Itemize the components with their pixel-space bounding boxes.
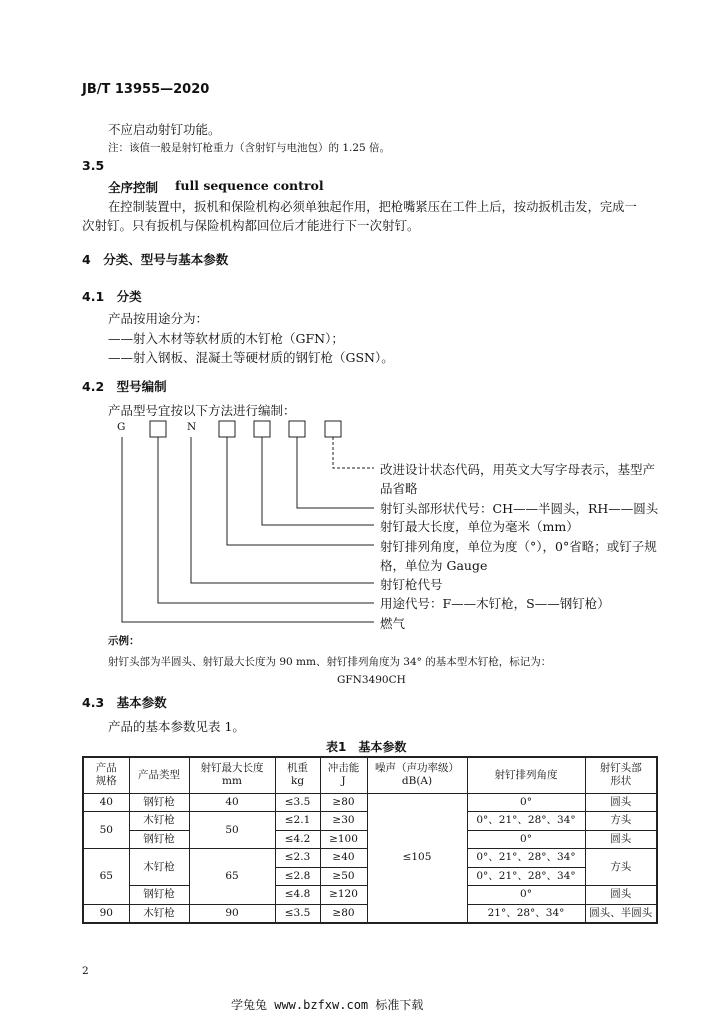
cell-head: 圆头 xyxy=(585,830,657,849)
leader-angle xyxy=(227,437,374,545)
cell-spec: 65 xyxy=(83,849,129,905)
cell-energy: ≥40 xyxy=(320,849,367,868)
diagram-label-usage: 用途代号：F——木钉枪，S——钢钉枪） xyxy=(380,596,610,611)
header-weight: 机重 kg xyxy=(275,757,320,793)
code-box-usage xyxy=(150,421,166,437)
cell-weight: ≤2.8 xyxy=(275,867,320,886)
code-box-head xyxy=(289,421,305,437)
cell-type: 钢钉枪 xyxy=(129,793,189,812)
leader-gas xyxy=(122,437,374,622)
cell-angle: 0° xyxy=(467,793,585,812)
cell-head: 圆头 xyxy=(585,793,657,812)
cell-spec: 50 xyxy=(83,812,129,849)
cell-angle: 0°、21°、28°、34° xyxy=(467,867,585,886)
header-length: 射钉最大长度 mm xyxy=(189,757,275,793)
section-3-5-para-line2: 次射钉。只有扳机与保险机构都回位后才能进行下一次射钉。 xyxy=(82,218,420,233)
page-number: 2 xyxy=(82,965,89,977)
cell-energy: ≥50 xyxy=(320,867,367,886)
standard-code: JB/T 13955—2020 xyxy=(82,82,210,97)
diagram-label-design-2: 品省略 xyxy=(380,481,418,496)
cell-head: 圆头、半圆头 xyxy=(585,904,657,923)
cell-angle: 0° xyxy=(467,830,585,849)
cell-spec: 90 xyxy=(83,904,129,923)
section-4-title: 4 分类、型号与基本参数 xyxy=(82,252,229,267)
diagram-label-length: 射钉最大长度，单位为毫米（mm） xyxy=(380,519,579,534)
cell-energy: ≥120 xyxy=(320,886,367,905)
leader-gun xyxy=(191,437,374,583)
diagram-label-head: 射钉头部形状代号：CH——半圆头，RH——圆头 xyxy=(380,501,659,516)
header-angle: 射钉排列角度 xyxy=(467,757,585,793)
cell-angle: 0°、21°、28°、34° xyxy=(467,849,585,868)
section-4-1-line2: ——射入木材等软材质的木钉枪（GFN）； xyxy=(108,331,344,346)
cell-type: 木钉枪 xyxy=(129,849,189,886)
section-4-3-title: 4.3 基本参数 xyxy=(82,695,167,710)
cell-head: 方头 xyxy=(585,849,657,886)
cell-length: 50 xyxy=(189,812,275,849)
example-code: GFN3490CH xyxy=(337,674,406,686)
header-head: 射钉头部 形状 xyxy=(585,757,657,793)
leader-design xyxy=(333,437,374,468)
code-box-length xyxy=(254,421,270,437)
section-3-5-number: 3.5 xyxy=(82,158,105,173)
cell-head: 方头 xyxy=(585,812,657,831)
cell-weight: ≤4.2 xyxy=(275,830,320,849)
example-text: 射钉头部为半圆头、射钉最大长度为 90 mm、射钉排列角度为 34° 的基本型木钉枪，标记为： xyxy=(108,656,552,668)
table-row xyxy=(83,793,657,812)
cell-energy: ≥30 xyxy=(320,812,367,831)
cell-weight: ≤3.5 xyxy=(275,793,320,812)
leader-head xyxy=(297,437,374,508)
cell-length: 90 xyxy=(189,904,275,923)
diagram-label-gun: 射钉枪代号 xyxy=(380,577,443,592)
cell-weight: ≤2.1 xyxy=(275,812,320,831)
cell-type: 木钉枪 xyxy=(129,812,189,831)
code-box-angle xyxy=(219,421,235,437)
cell-weight: ≤4.8 xyxy=(275,886,320,905)
section-4-2-title: 4.2 型号编制 xyxy=(82,379,167,394)
section-4-2-line1: 产品型号宜按以下方法进行编制： xyxy=(108,403,296,418)
section-3-5-para-line1: 在控制装置中，扳机和保险机构必须单独起作用，把枪嘴紧压在工件上后，按动扳机击发，完成一 xyxy=(108,200,637,214)
cell-angle: 0° xyxy=(467,886,585,905)
cell-type: 木钉枪 xyxy=(129,904,189,923)
header-type: 产品类型 xyxy=(129,757,189,793)
note: 注：该值一般是射钉枪重力（含射钉与电池包）的 1.25 倍。 xyxy=(108,142,391,154)
footer-watermark: 学兔兔 www.bzfxw.com 标准下载 xyxy=(231,998,424,1012)
code-letter-g: G xyxy=(117,421,126,433)
diagram-label-design-1: 改进设计状态代码，用英文大写字母表示，基型产 xyxy=(380,462,656,477)
term-en: full sequence control xyxy=(175,178,324,193)
diagram-label-gas: 燃气 xyxy=(380,616,406,631)
diagram-label-angle-2: 格，单位为 Gauge xyxy=(380,558,488,573)
header-spec: 产品 规格 xyxy=(83,757,129,793)
cell-weight: ≤3.5 xyxy=(275,904,320,923)
section-4-1-line3: ——射入钢板、混凝土等硬材质的钢钉枪（GSN）。 xyxy=(108,350,394,365)
leader-length xyxy=(262,437,374,525)
section-4-1-title: 4.1 分类 xyxy=(82,289,142,304)
header-energy: 冲击能 J xyxy=(320,757,367,793)
code-box-design xyxy=(325,421,341,437)
cell-angle: 0°、21°、28°、34° xyxy=(467,812,585,831)
cell-weight: ≤2.3 xyxy=(275,849,320,868)
intro-line: 不应启动射钉功能。 xyxy=(108,122,221,137)
cell-spec: 40 xyxy=(83,793,129,812)
cell-noise: ≤105 xyxy=(367,793,467,923)
cell-type: 钢钉枪 xyxy=(129,830,189,849)
code-letter-n: N xyxy=(187,421,197,433)
cell-length: 40 xyxy=(189,793,275,812)
table-title: 表1 基本参数 xyxy=(326,740,407,754)
table-header-row xyxy=(83,757,657,793)
section-4-3-line1: 产品的基本参数见表 1。 xyxy=(108,719,245,734)
example-label: 示例： xyxy=(108,635,140,647)
header-noise: 噪声（声功率级） dB(A) xyxy=(367,757,467,793)
cell-length: 65 xyxy=(189,849,275,905)
diagram-label-angle-1: 射钉排列角度，单位为度（°），0°省略；或钉子规 xyxy=(380,539,657,554)
cell-angle: 21°、28°、34° xyxy=(467,904,585,923)
cell-type: 钢钉枪 xyxy=(129,886,189,905)
leader-usage xyxy=(158,437,374,603)
cell-energy: ≥100 xyxy=(320,830,367,849)
basic-parameters-table xyxy=(82,756,658,924)
cell-energy: ≥80 xyxy=(320,793,367,812)
section-4-1-line1: 产品按用途分为： xyxy=(108,311,209,326)
cell-energy: ≥80 xyxy=(320,904,367,923)
term-cn: 全序控制 xyxy=(108,180,159,195)
cell-head: 圆头 xyxy=(585,886,657,905)
